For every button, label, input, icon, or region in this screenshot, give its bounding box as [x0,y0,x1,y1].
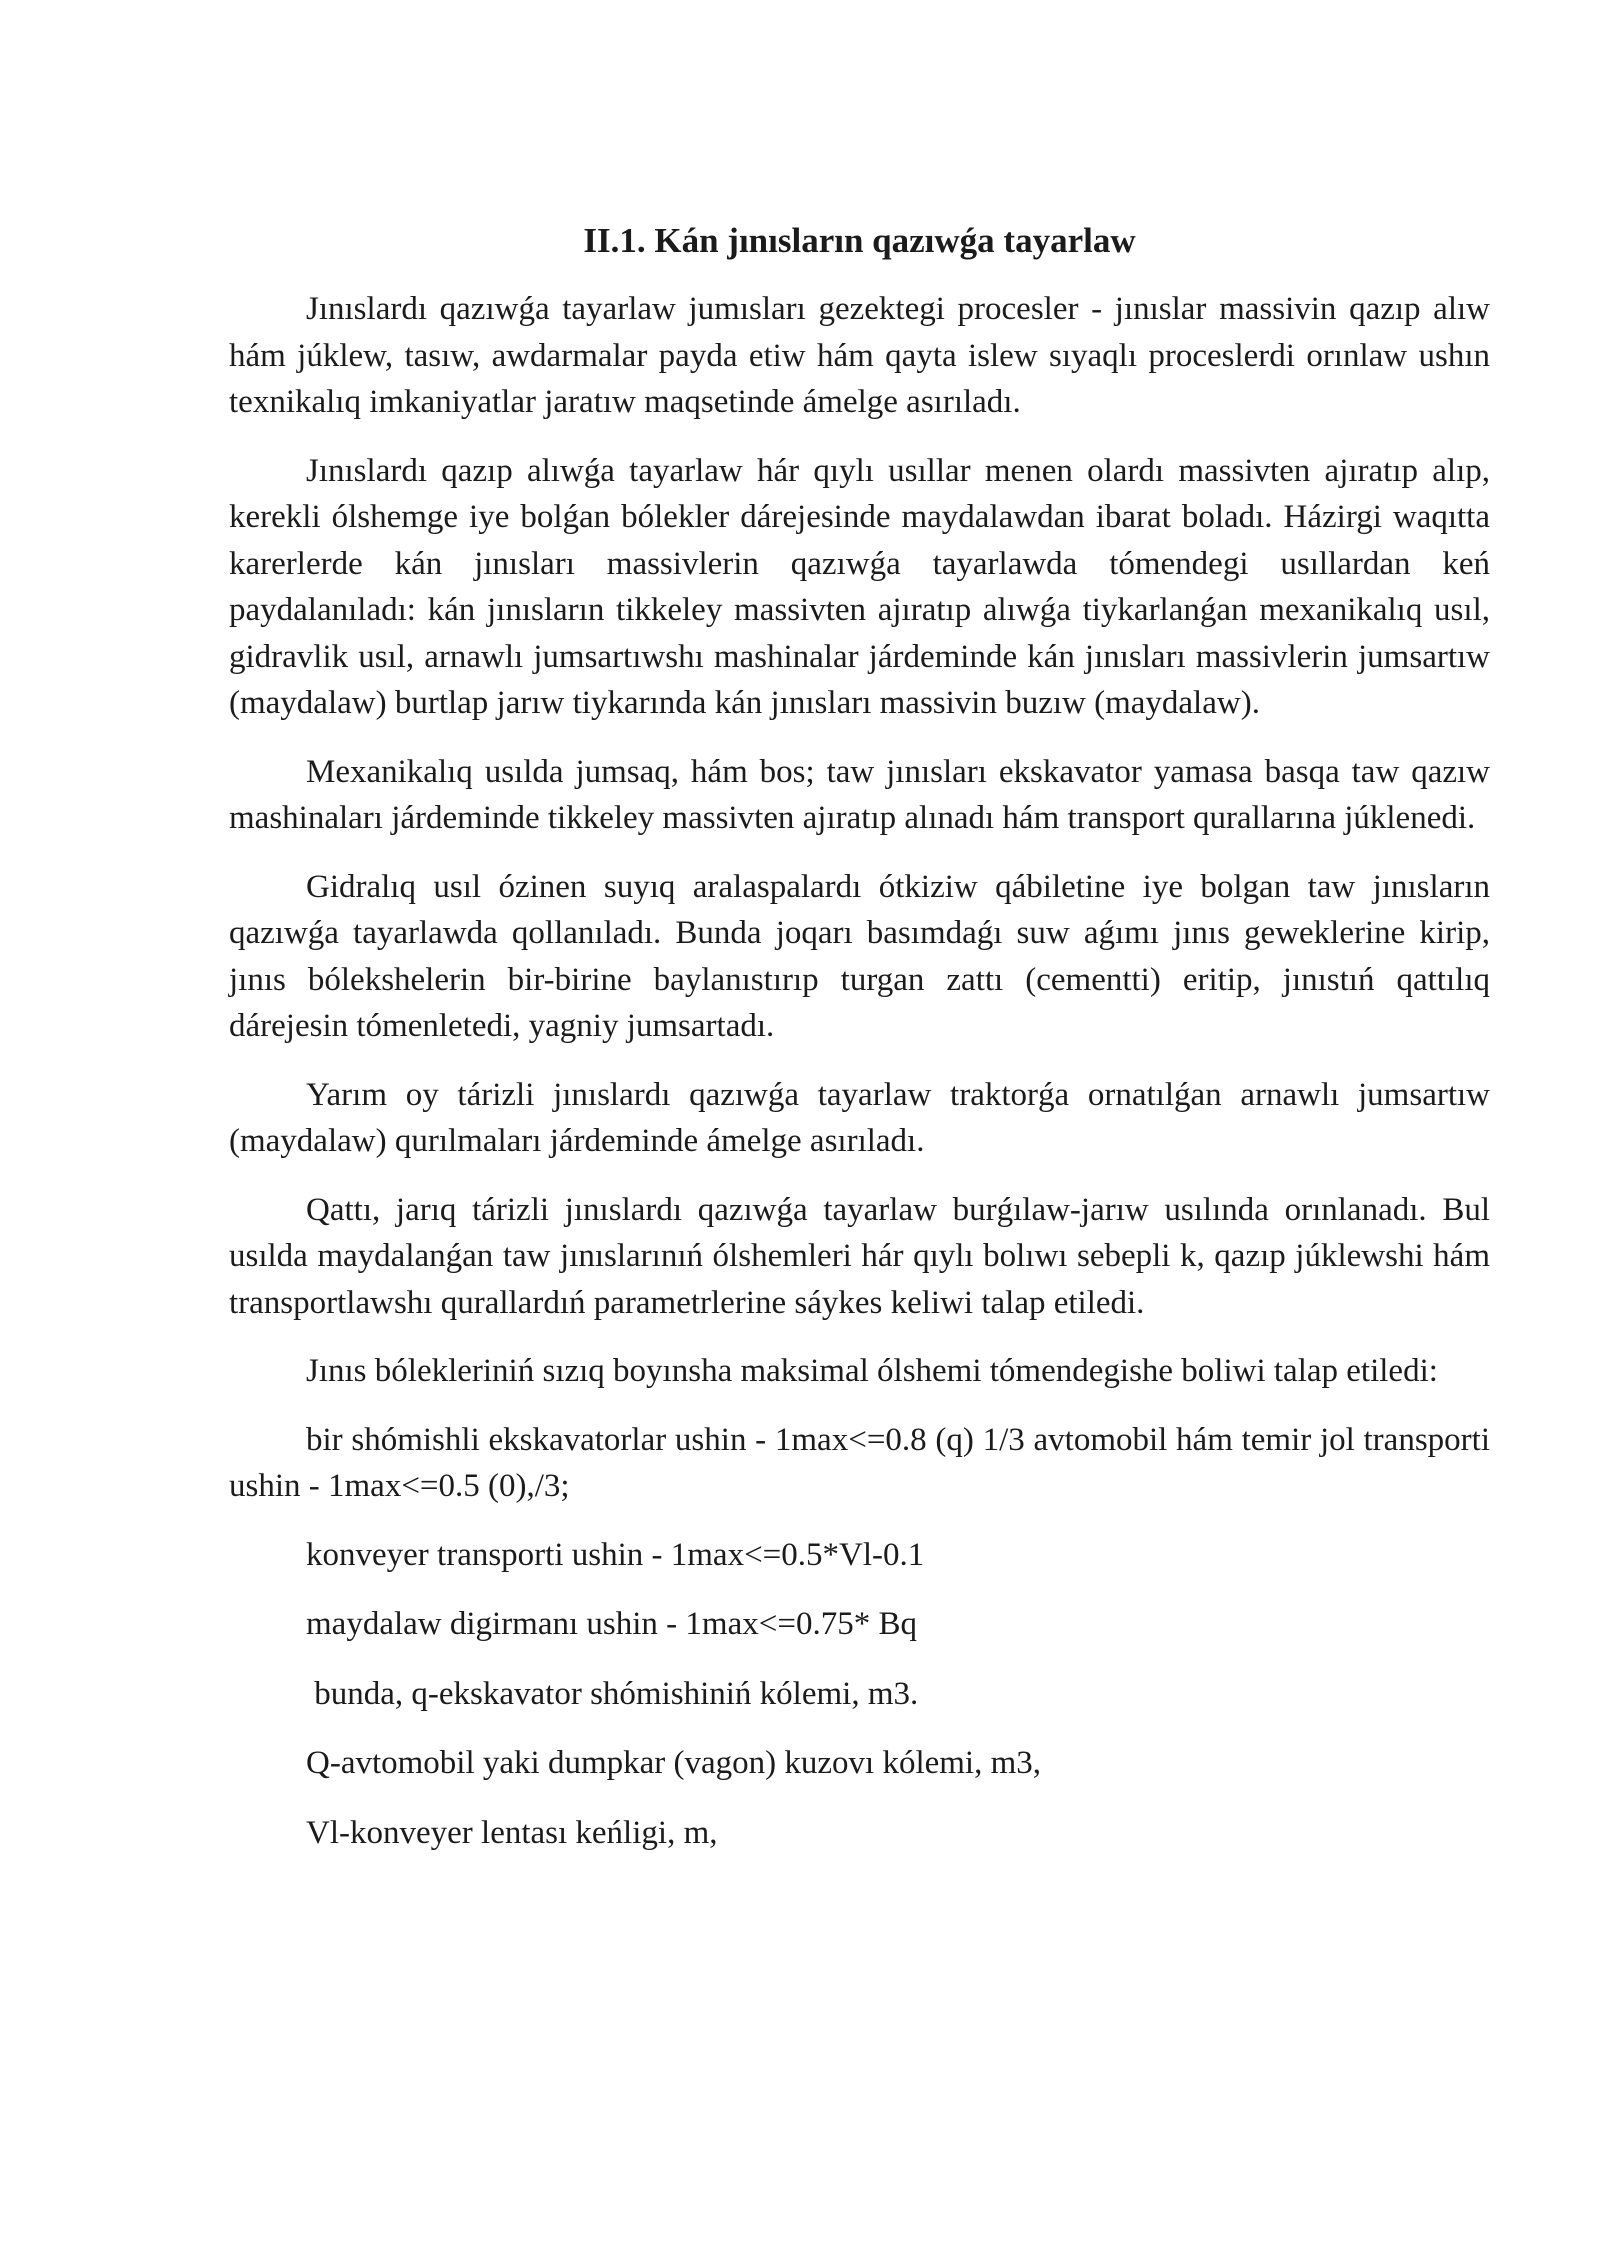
paragraph-mechanical: Mexanikalıq usılda jumsaq, hám bos; taw jınısları ekskavator yamasa basqa taw qazıw mashinaları járdeminde tikkeley massivten ajıratıp alınadı hám transport qurallarına júklenedi. [229,753,1490,836]
paragraph-hard-rock: Qattı, jarıq tárizli jınıslardı qazıwǵa tayarlaw burǵılaw-jarıw usılında orınlanadı. Bul usılda maydalanǵan taw jınıslarınıń ólshemleri hár qıylı bolıwı sebepli k, qazıp júklewshi hám transportlawshı qurallardıń parametrlerine sáykes keliwi talap etiledi. [229,1191,1490,1321]
paragraph-methods: Jınıslardı qazıp alıwǵa tayarlaw hár qıylı usıllar menen olardı massivten ajıratıp alıp, kerekli ólshemge iye bolǵan bólekler dárejesinde maydalawdan ibarat boladı. Házirgi waqıtta karerlerde kán jınısları massivlerin qazıwǵa tayarlawda tómendegi usıllardan keń paydalanıladı: kán jınısların tikkeley massivten ajıratıp alıwǵa tiykarlanǵan mexanikalıq usıl, gidravlik usıl, arnawlı jumsartıwshı mashinalar járdeminde kán jınısları massivlerin jumsartıw (maydalaw) burtlap jarıw tiykarında kán jınısları massivin buzıw (maydalaw). [229,452,1490,721]
definition-belt-width: Vl-konveyer lentası keńligi, m, [306,1814,718,1851]
formula-crusher: maydalaw digirmanı ushin - 1max<=0.75* Bq [306,1606,917,1642]
definition-bucket: bunda, q-ekskavator shómishiniń kólemi, m3. [306,1675,919,1712]
paragraph-intro: Jınıslardı qazıwǵa tayarlaw jumısları gezektegi procesler - jınıslar massivin qazıp alıw hám júklew, tasıw, awdarmalar payda etiw hám qayta islew sıyaqlı proceslerdi orınlaw ushın texnikalıq imkaniyatlar jaratıw maqsetinde ámelge asırıladı. [229,291,1490,420]
paragraph-excavator-formula: bir shómishli ekskavatorlar ushin - 1max<=0.8 (q) 1/3 avtomobil hám temir jol transporti ushin - 1max<=0.5 (0),/3; [229,1421,1490,1504]
paragraph-semi-rock: Yarım oy tárizli jınıslardı qazıwǵa tayarlaw traktorǵa ornatılǵan arnawlı jumsartıw (maydalaw) qurılmaları járdeminde ámelge asırıladı. [229,1076,1490,1159]
section-title: II.1. Kán jınısların qazıwǵa tayarlaw [583,221,1136,260]
paragraph-hydraulic: Gidralıq usıl ózinen suyıq aralaspalardı ótkiziw qábiletine iye bolgan taw jınısların qazıwǵa tayarlawda qollanıladı. Bunda joqarı basımdaǵı suw aǵımı jınıs geweklerine kirip, jınıs bólekshelerin bir-birine baylanıstırıp turgan zattı (cementti) eritip, jınıstıń qattılıq dárejesin tómenletedi, yagniy jumsartadı. [229,868,1490,1044]
paragraph-max-size: Jınıs bólekleriniń sızıq boyınsha maksimal ólshemi tómendegishe boliwi talap etiledi: [306,1353,1438,1389]
document-page [229,218,1490,1879]
definition-truck-body: Q-avtomobil yaki dumpkar (vagon) kuzovı kólemi, m3, [306,1745,1042,1781]
formula-conveyor: konveyer transporti ushin - 1max<=0.5*Vl-0.1 [306,1536,925,1573]
